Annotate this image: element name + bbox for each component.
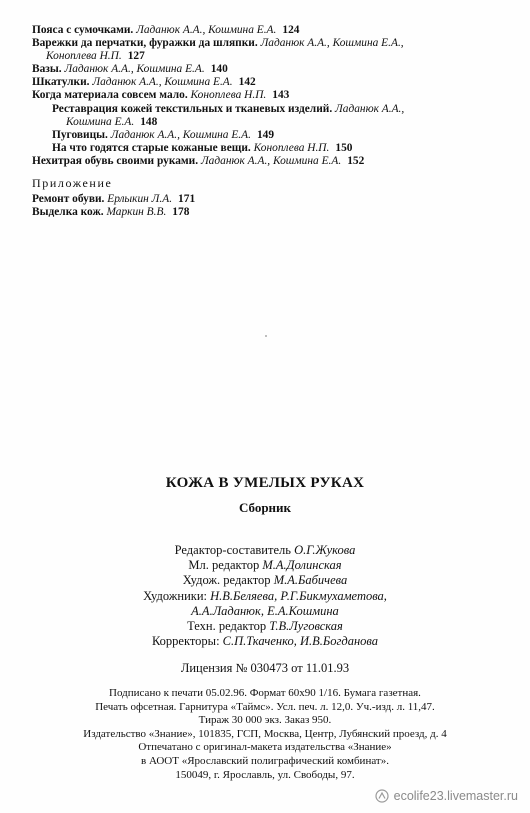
credit-name: О.Г.Жукова bbox=[294, 543, 356, 557]
table-of-contents bbox=[32, 24, 502, 219]
book-subtitle: Сборник bbox=[238, 500, 292, 515]
credit-role: Редактор-составитель bbox=[174, 543, 291, 557]
credit-role: Техн. редактор bbox=[187, 619, 267, 634]
toc-entry bbox=[32, 76, 502, 89]
toc-entry-title: Пуговицы. bbox=[52, 128, 108, 141]
toc-entry-authors: Ладанюк А.А., bbox=[335, 102, 405, 115]
watermark bbox=[375, 789, 518, 803]
toc-entry-page: 148 bbox=[140, 115, 158, 128]
credit-name: Н.В.Беляева, Р.Г.Бикмухаметова, bbox=[210, 588, 387, 603]
imprint-line: Отпечатано с оригинал-макета издательства «Знание» bbox=[138, 741, 392, 754]
toc-entry-title: Шкатулки. bbox=[32, 76, 90, 89]
appendix-entry-title: Ремонт обуви. bbox=[32, 193, 105, 206]
toc-entry bbox=[32, 103, 502, 116]
appendix-entry bbox=[32, 193, 502, 206]
livemaster-logo-icon bbox=[375, 789, 389, 803]
appendix-entry-title: Выделка кож. bbox=[32, 206, 104, 219]
toc-entry-page: 150 bbox=[335, 141, 353, 154]
credit-line bbox=[0, 543, 530, 558]
toc-entry-page: 143 bbox=[272, 89, 290, 102]
appendix-entry-authors: Ерлыкин Л.А. bbox=[107, 193, 173, 206]
book-title: КОЖА В УМЕЛЫХ РУКАХ bbox=[165, 475, 365, 491]
credit-name: А.А.Ладанюк, Е.А.Кошмина bbox=[191, 603, 339, 618]
toc-entry-page: 152 bbox=[347, 154, 365, 167]
toc-entry-title: Варежки да перчатки, фуражки да шляпки. bbox=[32, 37, 258, 50]
toc-entry-title: Реставрация кожей текстильных и тканевых изделий. bbox=[52, 102, 333, 115]
credit-line bbox=[0, 573, 530, 588]
appendix-entry-page: 178 bbox=[172, 206, 190, 219]
credit-role: Худож. редактор bbox=[182, 573, 271, 588]
credit-name: Т.В.Луговская bbox=[269, 619, 343, 634]
credit-line bbox=[0, 589, 530, 604]
credit-role: Корректоры: bbox=[151, 634, 220, 649]
toc-entry-authors: Ладанюк А.А., Кошмина Е.А., bbox=[260, 37, 404, 50]
credit-name: М.А.Бабичева bbox=[273, 573, 348, 588]
appendix-entry-page: 171 bbox=[178, 193, 196, 206]
appendix-entry bbox=[32, 206, 502, 219]
watermark-text: ecolife23.livemaster.ru bbox=[393, 789, 518, 803]
credit-line bbox=[0, 604, 530, 619]
toc-entry-page: 124 bbox=[282, 24, 300, 36]
toc-entry-authors: Ладанюк А.А., Кошмина Е.А. bbox=[136, 24, 277, 36]
toc-entry-page: 142 bbox=[238, 76, 256, 89]
credit-line bbox=[0, 619, 530, 634]
credit-role: Мл. редактор bbox=[188, 558, 260, 573]
appendix-entry-authors: Маркин В.В. bbox=[106, 206, 167, 219]
imprint-line: Тираж 30 000 экз. Заказ 950. bbox=[198, 714, 332, 727]
toc-entry-authors: Кошмина Е.А. bbox=[66, 115, 135, 128]
credit-line bbox=[0, 558, 530, 573]
imprint-block bbox=[0, 687, 530, 782]
print-speck bbox=[265, 335, 267, 337]
license-line: Лицензия № 030473 от 11.01.93 bbox=[180, 661, 350, 675]
toc-entry-authors: Коноплева Н.П. bbox=[190, 89, 267, 102]
toc-entry-title: На что годятся старые кожаные вещи. bbox=[52, 141, 251, 154]
toc-entry-title: Пояса с сумочками. bbox=[32, 24, 134, 36]
toc-entry-title: Когда материала совсем мало. bbox=[32, 89, 188, 102]
toc-entry bbox=[32, 155, 502, 168]
credits-block bbox=[0, 543, 530, 649]
toc-entry-authors: Коноплева Н.П. bbox=[253, 141, 330, 154]
toc-entry-title: Нехитрая обувь своими руками. bbox=[32, 154, 199, 167]
toc-entry-page: 140 bbox=[210, 63, 228, 76]
imprint-line: Издательство «Знание», 101835, ГСП, Москва, Центр, Лубянский проезд, д. 4 bbox=[83, 727, 447, 740]
credit-name: С.П.Ткаченко, И.В.Богданова bbox=[222, 634, 379, 649]
imprint-line: Подписано к печати 05.02.96. Формат 60х90 1/16. Бумага газетная. bbox=[109, 687, 421, 699]
toc-entry-authors: Ладанюк А.А., Кошмина Е.А. bbox=[200, 154, 342, 167]
toc-entry bbox=[32, 129, 502, 142]
toc-entry-authors: Ладанюк А.А., Кошмина Е.А. bbox=[92, 76, 233, 89]
toc-entry bbox=[32, 63, 502, 76]
toc-entry bbox=[32, 24, 502, 37]
imprint-line: 150049, г. Ярославль, ул. Свободы, 97. bbox=[175, 768, 355, 781]
toc-entry bbox=[32, 116, 502, 129]
toc-entry bbox=[32, 89, 502, 102]
toc-entry bbox=[32, 142, 502, 155]
credit-role: Художники: bbox=[143, 588, 208, 603]
toc-entry bbox=[32, 50, 502, 63]
toc-entry-title: Вазы. bbox=[32, 63, 62, 76]
imprint-line: Печать офсетная. Гарнитура «Таймс». Усл. печ. л. 12,0. Уч.-изд. л. 11,47. bbox=[95, 700, 435, 713]
appendix-heading: Приложение bbox=[32, 176, 113, 191]
credit-line bbox=[0, 634, 530, 649]
imprint-line: в АООТ «Ярославский полиграфический комбинат». bbox=[141, 754, 389, 767]
toc-entry-authors: Коноплева Н.П. bbox=[46, 50, 122, 63]
toc-entry-page: 127 bbox=[127, 50, 145, 63]
toc-entry-authors: Ладанюк А.А., Кошмина Е.А. bbox=[64, 63, 205, 76]
toc-entry bbox=[32, 37, 502, 50]
toc-entry-page: 149 bbox=[256, 128, 275, 141]
credit-name: М.А.Долинская bbox=[262, 558, 342, 573]
toc-entry-authors: Ладанюк А.А., Кошмина Е.А. bbox=[110, 128, 251, 141]
